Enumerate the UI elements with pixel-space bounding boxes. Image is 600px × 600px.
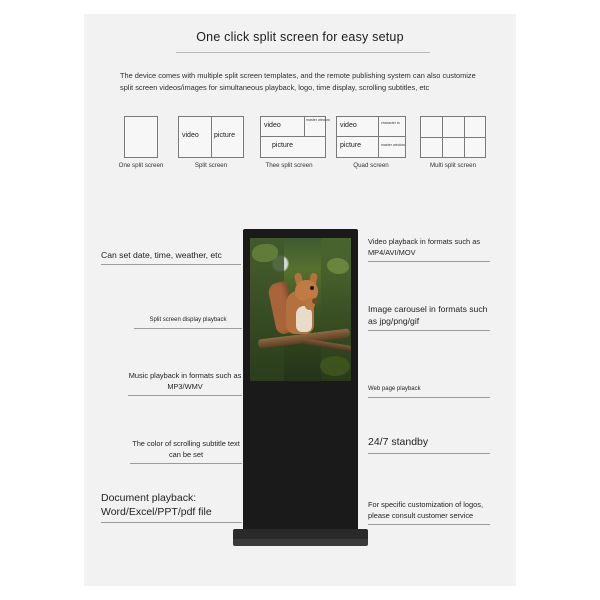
note-right-webpage bbox=[368, 385, 490, 398]
note-left-datetime-rule bbox=[101, 264, 241, 265]
note-left-splitscreen-rule bbox=[134, 328, 242, 329]
kiosk-base-shadow bbox=[233, 539, 368, 546]
note-left-document bbox=[101, 492, 242, 523]
template-three-mini-label: master window bbox=[306, 118, 330, 122]
note-left-subtitle-color-rule bbox=[130, 463, 242, 464]
note-left-subtitle-color-text: The color of scrolling subtitle text can be set bbox=[132, 439, 240, 459]
template-three-cell-video: video bbox=[264, 122, 281, 129]
template-one-split[interactable] bbox=[124, 116, 158, 158]
template-quad-vline-bottom bbox=[378, 136, 379, 158]
template-three-split-hline bbox=[260, 136, 326, 137]
note-left-document-rule bbox=[101, 522, 242, 523]
note-left-subtitle-color bbox=[130, 438, 242, 464]
template-three-cell-picture: picture bbox=[272, 142, 294, 149]
note-left-splitscreen-text: Split screen display playback bbox=[149, 317, 227, 323]
template-multi-vline-2 bbox=[464, 116, 465, 158]
template-multi-hline bbox=[420, 137, 486, 138]
note-right-standby-rule bbox=[368, 453, 490, 454]
screen-photo-squirrel bbox=[250, 238, 351, 381]
note-right-webpage-rule bbox=[368, 397, 490, 398]
template-three-split-vline bbox=[304, 116, 305, 136]
note-right-video bbox=[368, 236, 490, 262]
note-left-datetime bbox=[101, 249, 241, 265]
note-right-video-text: Video playback in formats such as MP4/AVI/MOV bbox=[368, 237, 481, 257]
template-quad-cell-picture: picture bbox=[340, 142, 362, 149]
note-left-document-text: Document playback: Word/Excel/PPT/pdf file bbox=[101, 492, 212, 518]
note-right-customization-rule bbox=[368, 524, 490, 525]
note-right-customization bbox=[368, 499, 490, 525]
template-split-divider bbox=[211, 116, 212, 158]
note-right-webpage-text: Web page playback bbox=[368, 386, 421, 392]
note-right-customization-text: For specific customization of logos, please consult customer service bbox=[368, 500, 484, 520]
digital-signage-kiosk bbox=[243, 229, 358, 547]
title-underline bbox=[176, 52, 430, 53]
note-left-datetime-text: Can set date, time, weather, etc bbox=[101, 250, 222, 260]
page-title: One click split screen for easy setup bbox=[196, 30, 404, 44]
note-right-standby bbox=[368, 436, 490, 454]
template-one-split-caption: One split screen bbox=[118, 162, 164, 169]
kiosk-screen[interactable] bbox=[250, 238, 351, 381]
note-right-image-carousel-rule bbox=[368, 330, 490, 331]
note-right-image-carousel bbox=[368, 303, 490, 331]
template-quad-mini-character: character ts bbox=[381, 121, 400, 125]
template-multi-vline-1 bbox=[442, 116, 443, 158]
split-screen-templates bbox=[120, 116, 492, 176]
template-split-cell-picture: picture bbox=[214, 132, 236, 139]
intro-paragraph: The device comes with multiple split screen templates, and the remote publishing system can also customize split screen videos/images for simultaneous playback, logo, time display, scrolling subtitles, etc bbox=[120, 71, 476, 92]
note-right-image-carousel-text: Image carousel in formats such as jpg/png/gif bbox=[368, 304, 488, 326]
note-left-music-text: Music playback in formats such as MP3/WMV bbox=[128, 371, 242, 391]
note-left-splitscreen bbox=[134, 316, 242, 329]
template-quad-mini-master: master window bbox=[381, 143, 405, 147]
note-right-standby-text: 24/7 standby bbox=[368, 436, 429, 448]
note-right-video-rule bbox=[368, 261, 490, 262]
note-left-music bbox=[128, 370, 242, 396]
template-quad-hline bbox=[336, 136, 406, 137]
template-quad-caption: Quad screen bbox=[353, 162, 389, 169]
template-split-cell-video: video bbox=[182, 132, 199, 139]
template-quad-cell-video: video bbox=[340, 122, 357, 129]
template-split-caption: Split screen bbox=[194, 162, 228, 169]
template-three-caption: Thee split screen bbox=[265, 162, 313, 169]
template-multi-caption: Multi split screen bbox=[429, 162, 477, 169]
note-left-music-rule bbox=[128, 395, 242, 396]
template-quad-vline-top bbox=[378, 116, 379, 136]
